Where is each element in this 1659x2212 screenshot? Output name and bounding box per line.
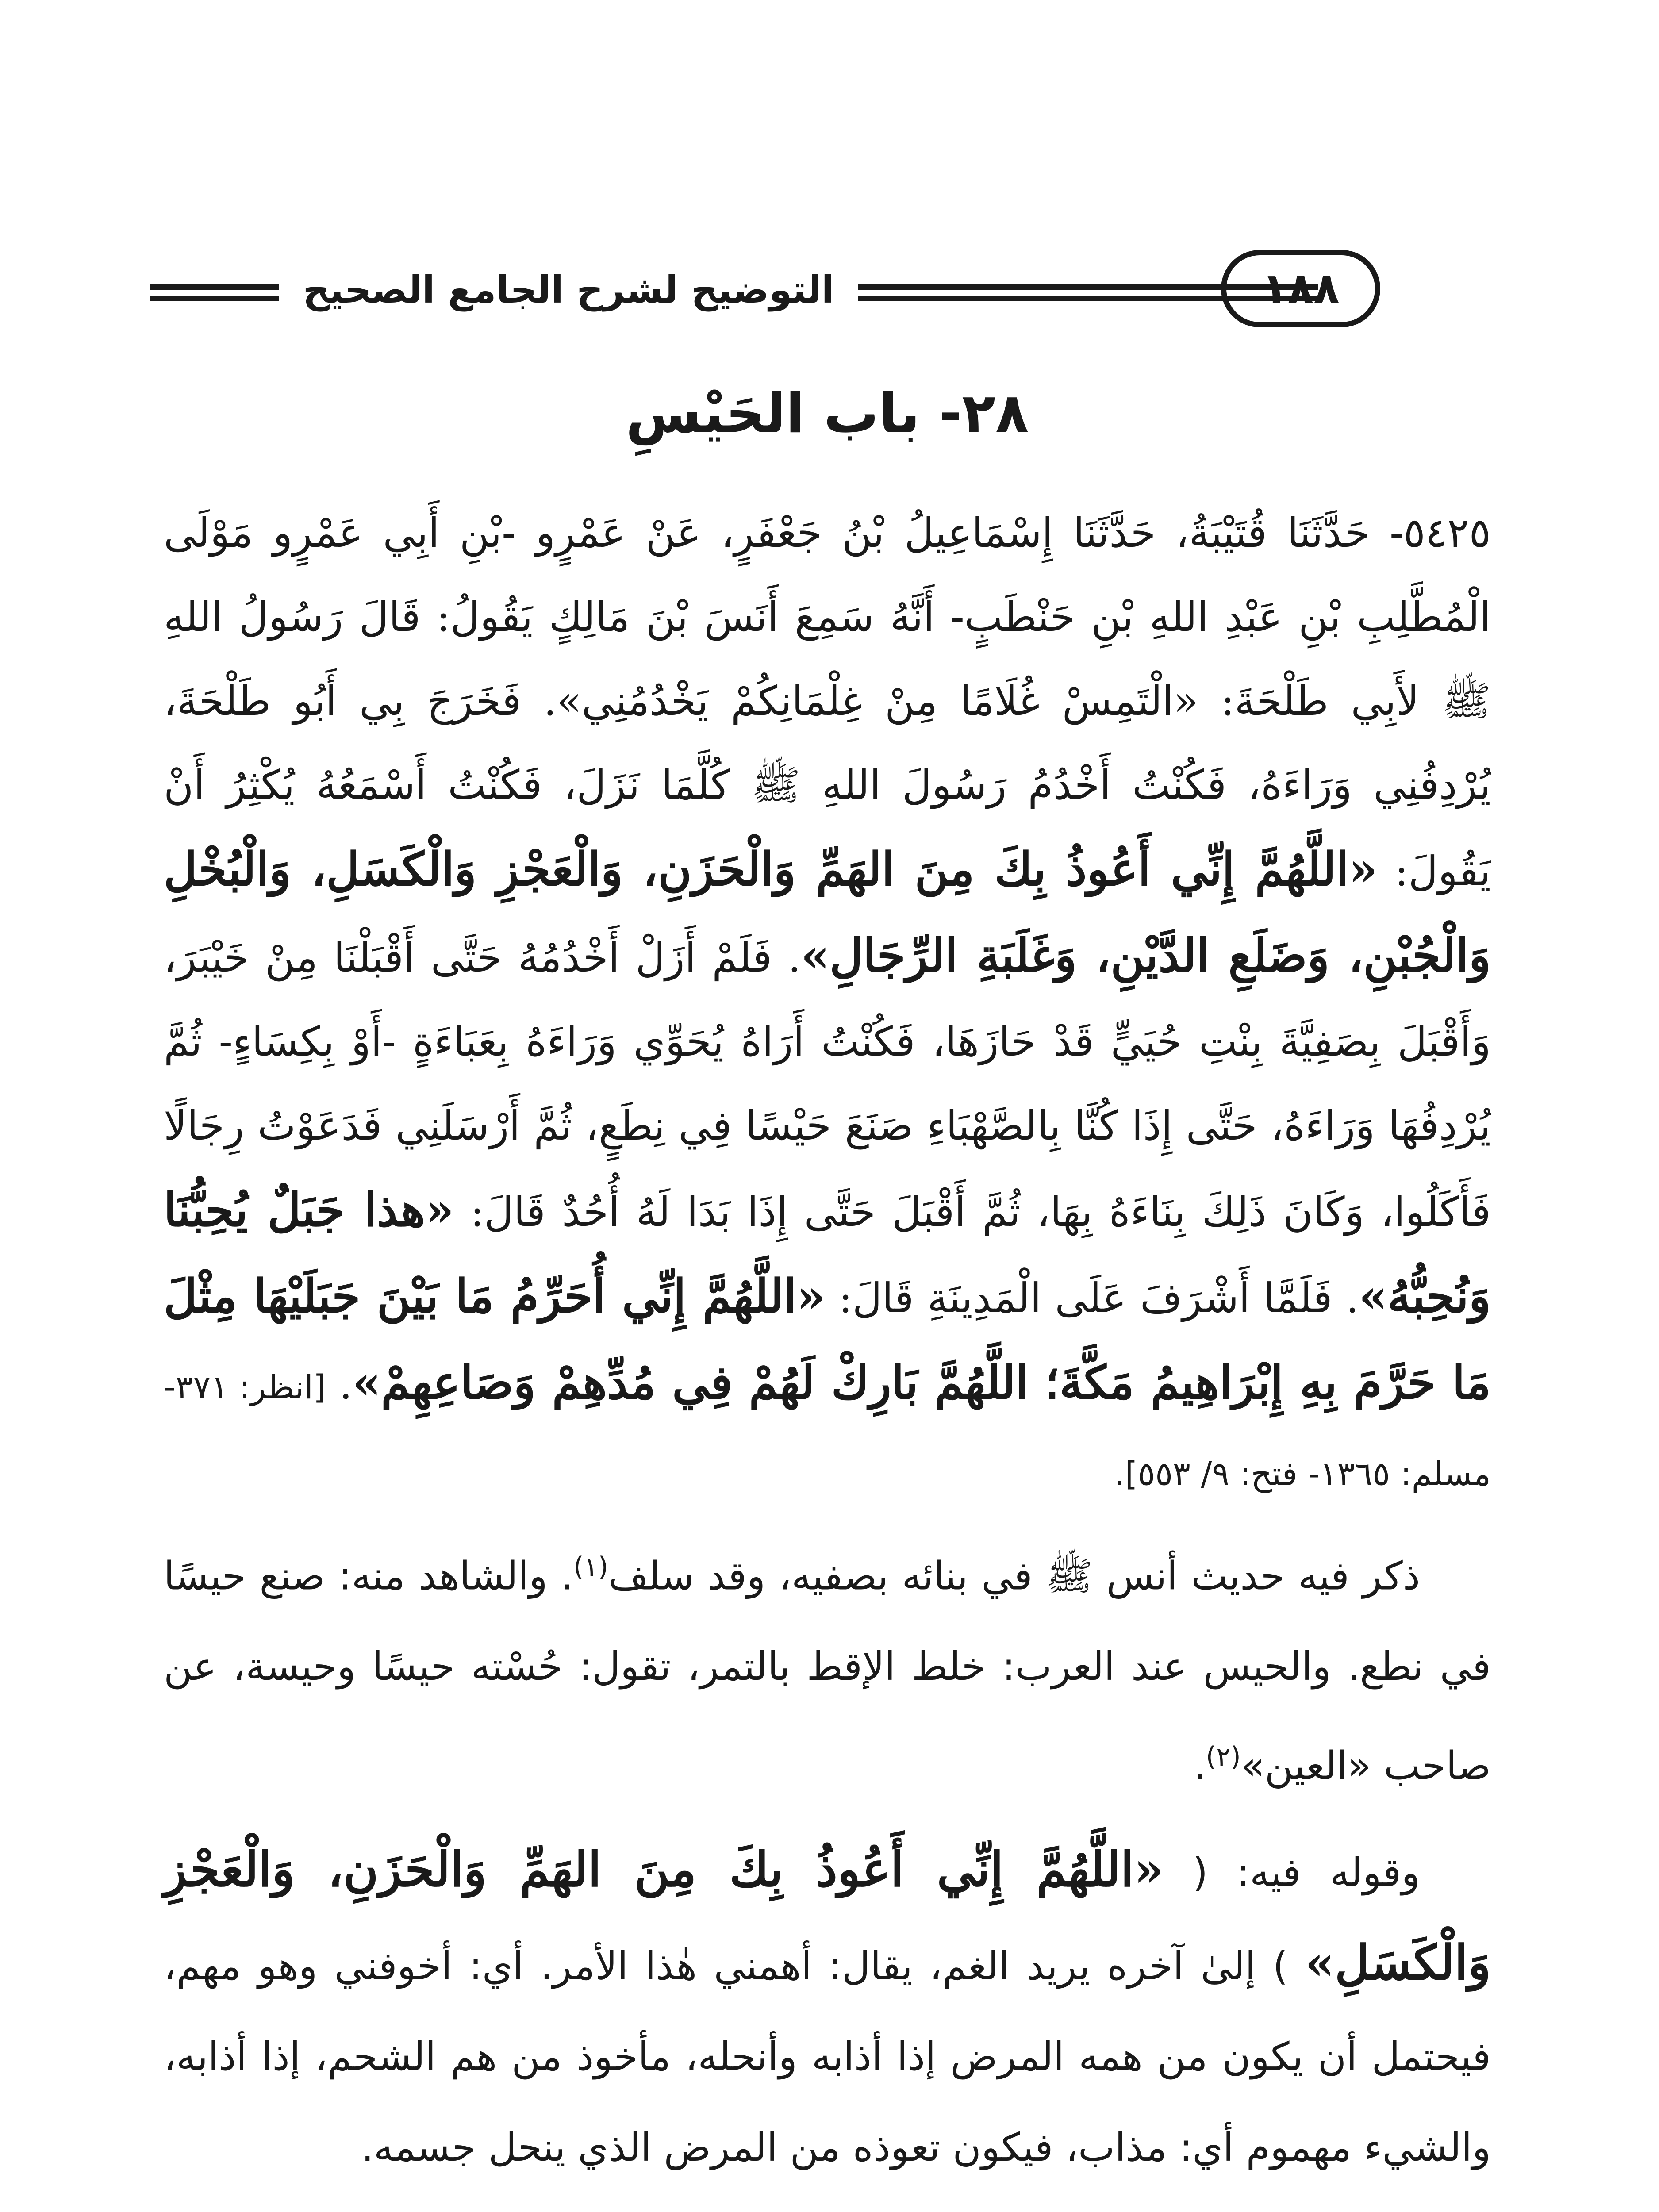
commentary — [164, 1522, 1491, 2206]
hadith-text — [164, 491, 1491, 1516]
hadith-supplication: «اللَّهُمَّ إِنِّي أَعُوذُ بِكَ مِنَ الهَمِّ وَالْحَزَنِ، وَالْعَجْزِ وَالْكَسَلِ، وَالْبُخْلِ وَالْجُبْنِ، وَضَلَعِ الدَّيْنِ، وَغَلَبَةِ الرِّجَالِ» — [164, 842, 1491, 983]
header-rule-left — [150, 284, 279, 301]
hadith-punct: . — [326, 1361, 353, 1408]
commentary-paragraph-2 — [164, 1824, 1491, 2193]
commentary-text: ) إلىٰ آخره يريد الغم، يقال: أهمني هٰذا الأمر. أي: أخوفني وهو مهم، فيحتمل أن يكون من همه المرض إذا أذابه وأنحله، مأخوذ من هم الشحم، إذا أذابه، والشيء مهموم أي: مذاب، فيكون تعوذه من المرض الذي ينحل جسمه. — [164, 1943, 1491, 2170]
page-number: ١٨٨ — [1221, 250, 1380, 327]
hadith-isnad: ٥٤٢٥- حَدَّثَنَا قُتَيْبَةُ، حَدَّثَنَا إِسْمَاعِيلُ بْنُ جَعْفَرٍ، عَنْ عَمْرٍو -بْنِ أَبِي عَمْرٍو مَوْلَى الْمُطَّلِبِ بْنِ عَبْدِ اللهِ بْنِ حَنْطَبٍ- أَنَّهُ سَمِعَ أَنَسَ بْنَ مَالِكٍ يَقُولُ: قَالَ رَسُولُ اللهِ ﷺ لأَبِي طَلْحَةَ: «الْتَمِسْ غُلَامًا مِنْ غِلْمَانِكُمْ يَخْدُمُنِي». فَخَرَجَ بِي أَبُو طَلْحَةَ، يُرْدِفُنِي وَرَاءَهُ، فَكُنْتُ أَخْدُمُ رَسُولَ اللهِ ﷺ كُلَّمَا نَزَلَ، فَكُنْتُ أَسْمَعُهُ يُكْثِرُ أَنْ يَقُولَ: — [164, 509, 1491, 895]
hadith-narrative-2: . فَلَمَّا أَشْرَفَ عَلَى الْمَدِينَةِ قَالَ: — [825, 1275, 1359, 1322]
commentary-text: . والشاهد منه: صنع حيسًا في نطع. والحيس عند العرب: خلط الإقط بالتمر، تقول: حُسْته حيسًا وحيسة، عن صاحب «العين» — [164, 1553, 1491, 1789]
commentary-text: ذكر فيه حديث أنس ﷺ في بنائه بصفيه، وقد سلف — [608, 1553, 1421, 1599]
footnote-ref-1: (١) — [573, 1551, 609, 1582]
commentary-quote: «اللَّهُمَّ إِنِّي أَعُوذُ بِكَ مِنَ الهَمِّ وَالْحَزَنِ، وَالْعَجْزِ وَالْكَسَلِ» — [164, 1841, 1491, 1991]
hadith-uhud-saying: «هذا جَبَلٌ يُحِبُّنَا وَنُحِبُّهُ» — [164, 1183, 1491, 1323]
commentary-paragraph-1 — [164, 1522, 1491, 1811]
chapter-heading: ٢٨- باب الحَيْسِ — [626, 382, 1029, 445]
running-header — [150, 246, 1486, 343]
hadith-narrative: . فَلَمْ أَزَلْ أَخْدُمُهُ حَتَّى أَقْبَلْنَا مِنْ خَيْبَرَ، وَأَقْبَلَ بِصَفِيَّةَ بِنْتِ حُيَيٍّ قَدْ حَازَهَا، فَكُنْتُ أَرَاهُ يُحَوِّي وَرَاءَهُ بِعَبَاءَةٍ -أَوْ بِكِسَاءٍ- ثُمَّ يُرْدِفُهَا وَرَاءَهُ، حَتَّى إِذَا كُنَّا بِالصَّهْبَاءِ صَنَعَ حَيْسًا فِي نِطَعٍ، ثُمَّ أَرْسَلَنِي فَدَعَوْتُ رِجَالًا فَأَكَلُوا، وَكَانَ ذَلِكَ بِنَاءَهُ بِهَا، ثُمَّ أَقْبَلَ حَتَّى إِذَا بَدَا لَهُ أُحُدٌ قَالَ: — [164, 934, 1491, 1236]
commentary-text: وقوله فيه: ( — [1164, 1849, 1420, 1895]
hadith-reference: [انظر: ٣٧١- مسلم: ١٣٦٥- فتح: ٩/ ٥٥٣]. — [164, 1368, 1491, 1493]
commentary-text: . — [1193, 1743, 1206, 1789]
book-title: التوضيح لشرح الجامع الصحيح — [303, 268, 834, 311]
footnote-ref-2: (٢) — [1206, 1741, 1241, 1773]
hadith-madinah-supplication: «اللَّهُمَّ إِنِّي أُحَرِّمُ مَا بَيْنَ جَبَلَيْهَا مِثْلَ مَا حَرَّمَ بِهِ إِبْرَاهِيمُ مَكَّةَ؛ اللَّهُمَّ بَارِكْ لَهُمْ فِي مُدِّهِمْ وَصَاعِهِمْ» — [164, 1269, 1491, 1409]
